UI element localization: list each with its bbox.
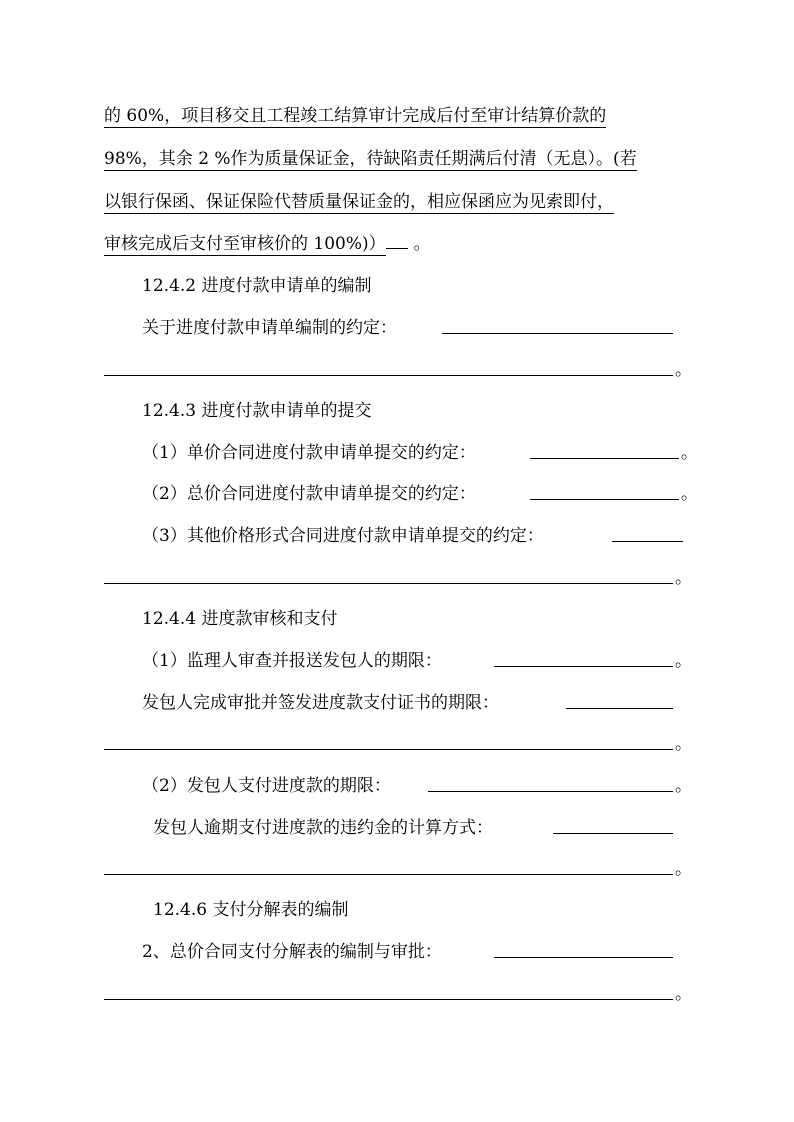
other-price-submission-field[interactable] — [612, 541, 683, 542]
progress-application-compilation-field[interactable] — [442, 333, 673, 334]
end-mark-1244-1: 。 — [675, 651, 692, 671]
late-payment-penalty-label: 发包人逾期支付进度款的违约金的计算方式： — [153, 818, 493, 838]
employer-payment-period-field[interactable] — [428, 791, 673, 792]
heading-12-4-3: 12.4.3 进度付款申请单的提交 — [142, 401, 372, 421]
end-mark-1243-3: 。 — [675, 568, 692, 588]
progress-application-compilation-field-cont[interactable] — [104, 375, 673, 376]
intro-line-3: 以银行保函、保证保险代替质量保证金的，相应保函应为见索即付， — [104, 192, 614, 212]
unit-price-submission-label: （1）单价合同进度付款申请单提交的约定： — [142, 443, 476, 463]
end-mark-1244-4: 。 — [675, 859, 692, 879]
employer-approval-period-field[interactable] — [566, 708, 673, 709]
lump-sum-schedule-field-cont[interactable] — [104, 999, 673, 1000]
supervisor-review-period-label: （1）监理人审查并报送发包人的期限： — [142, 651, 442, 671]
employer-payment-period-label: （2）发包人支付进度款的期限： — [142, 776, 391, 796]
lump-sum-schedule-field[interactable] — [494, 957, 673, 958]
progress-application-compilation-label: 关于进度付款申请单编制的约定： — [142, 318, 397, 338]
heading-12-4-6: 12.4.6 支付分解表的编制 — [153, 900, 349, 920]
lump-sum-schedule-label: 2、总价合同支付分解表的编制与审批： — [142, 942, 442, 962]
unit-price-submission-field[interactable] — [530, 458, 679, 459]
end-mark-1244-2: 。 — [675, 734, 692, 754]
other-price-submission-label: （3）其他价格形式合同进度付款申请单提交的约定： — [142, 526, 544, 546]
heading-12-4-4: 12.4.4 进度款审核和支付 — [142, 609, 338, 629]
heading-12-4-2: 12.4.2 进度付款申请单的编制 — [142, 276, 372, 296]
lump-sum-submission-label: （2）总价合同进度付款申请单提交的约定： — [142, 484, 476, 504]
other-price-submission-field-cont[interactable] — [104, 583, 673, 584]
employer-approval-period-label: 发包人完成审批并签发进度款支付证书的期限： — [142, 693, 499, 713]
end-mark-1242: 。 — [675, 360, 692, 380]
intro-line-2: 98%，其余 2 %作为质量保证金，待缺陷责任期满后付清（无息）。(若 — [104, 149, 637, 169]
employer-approval-period-field-cont[interactable] — [104, 749, 673, 750]
end-mark-1243-1: 。 — [681, 443, 698, 463]
intro-end-mark: 。 — [413, 234, 431, 254]
late-payment-penalty-field-cont[interactable] — [104, 874, 673, 875]
late-payment-penalty-field[interactable] — [553, 833, 673, 834]
end-mark-1246: 。 — [675, 984, 692, 1004]
lump-sum-submission-field[interactable] — [530, 499, 679, 500]
intro-line-1: 的 60%，项目移交且工程竣工结算审计完成后付至审计结算价款的 — [104, 106, 607, 126]
intro-line-4: 审核完成后支付至审核价的 100%)） 。 — [104, 234, 431, 254]
end-mark-1243-2: 。 — [681, 484, 698, 504]
supervisor-review-period-field[interactable] — [494, 666, 673, 667]
end-mark-1244-3: 。 — [675, 776, 692, 796]
